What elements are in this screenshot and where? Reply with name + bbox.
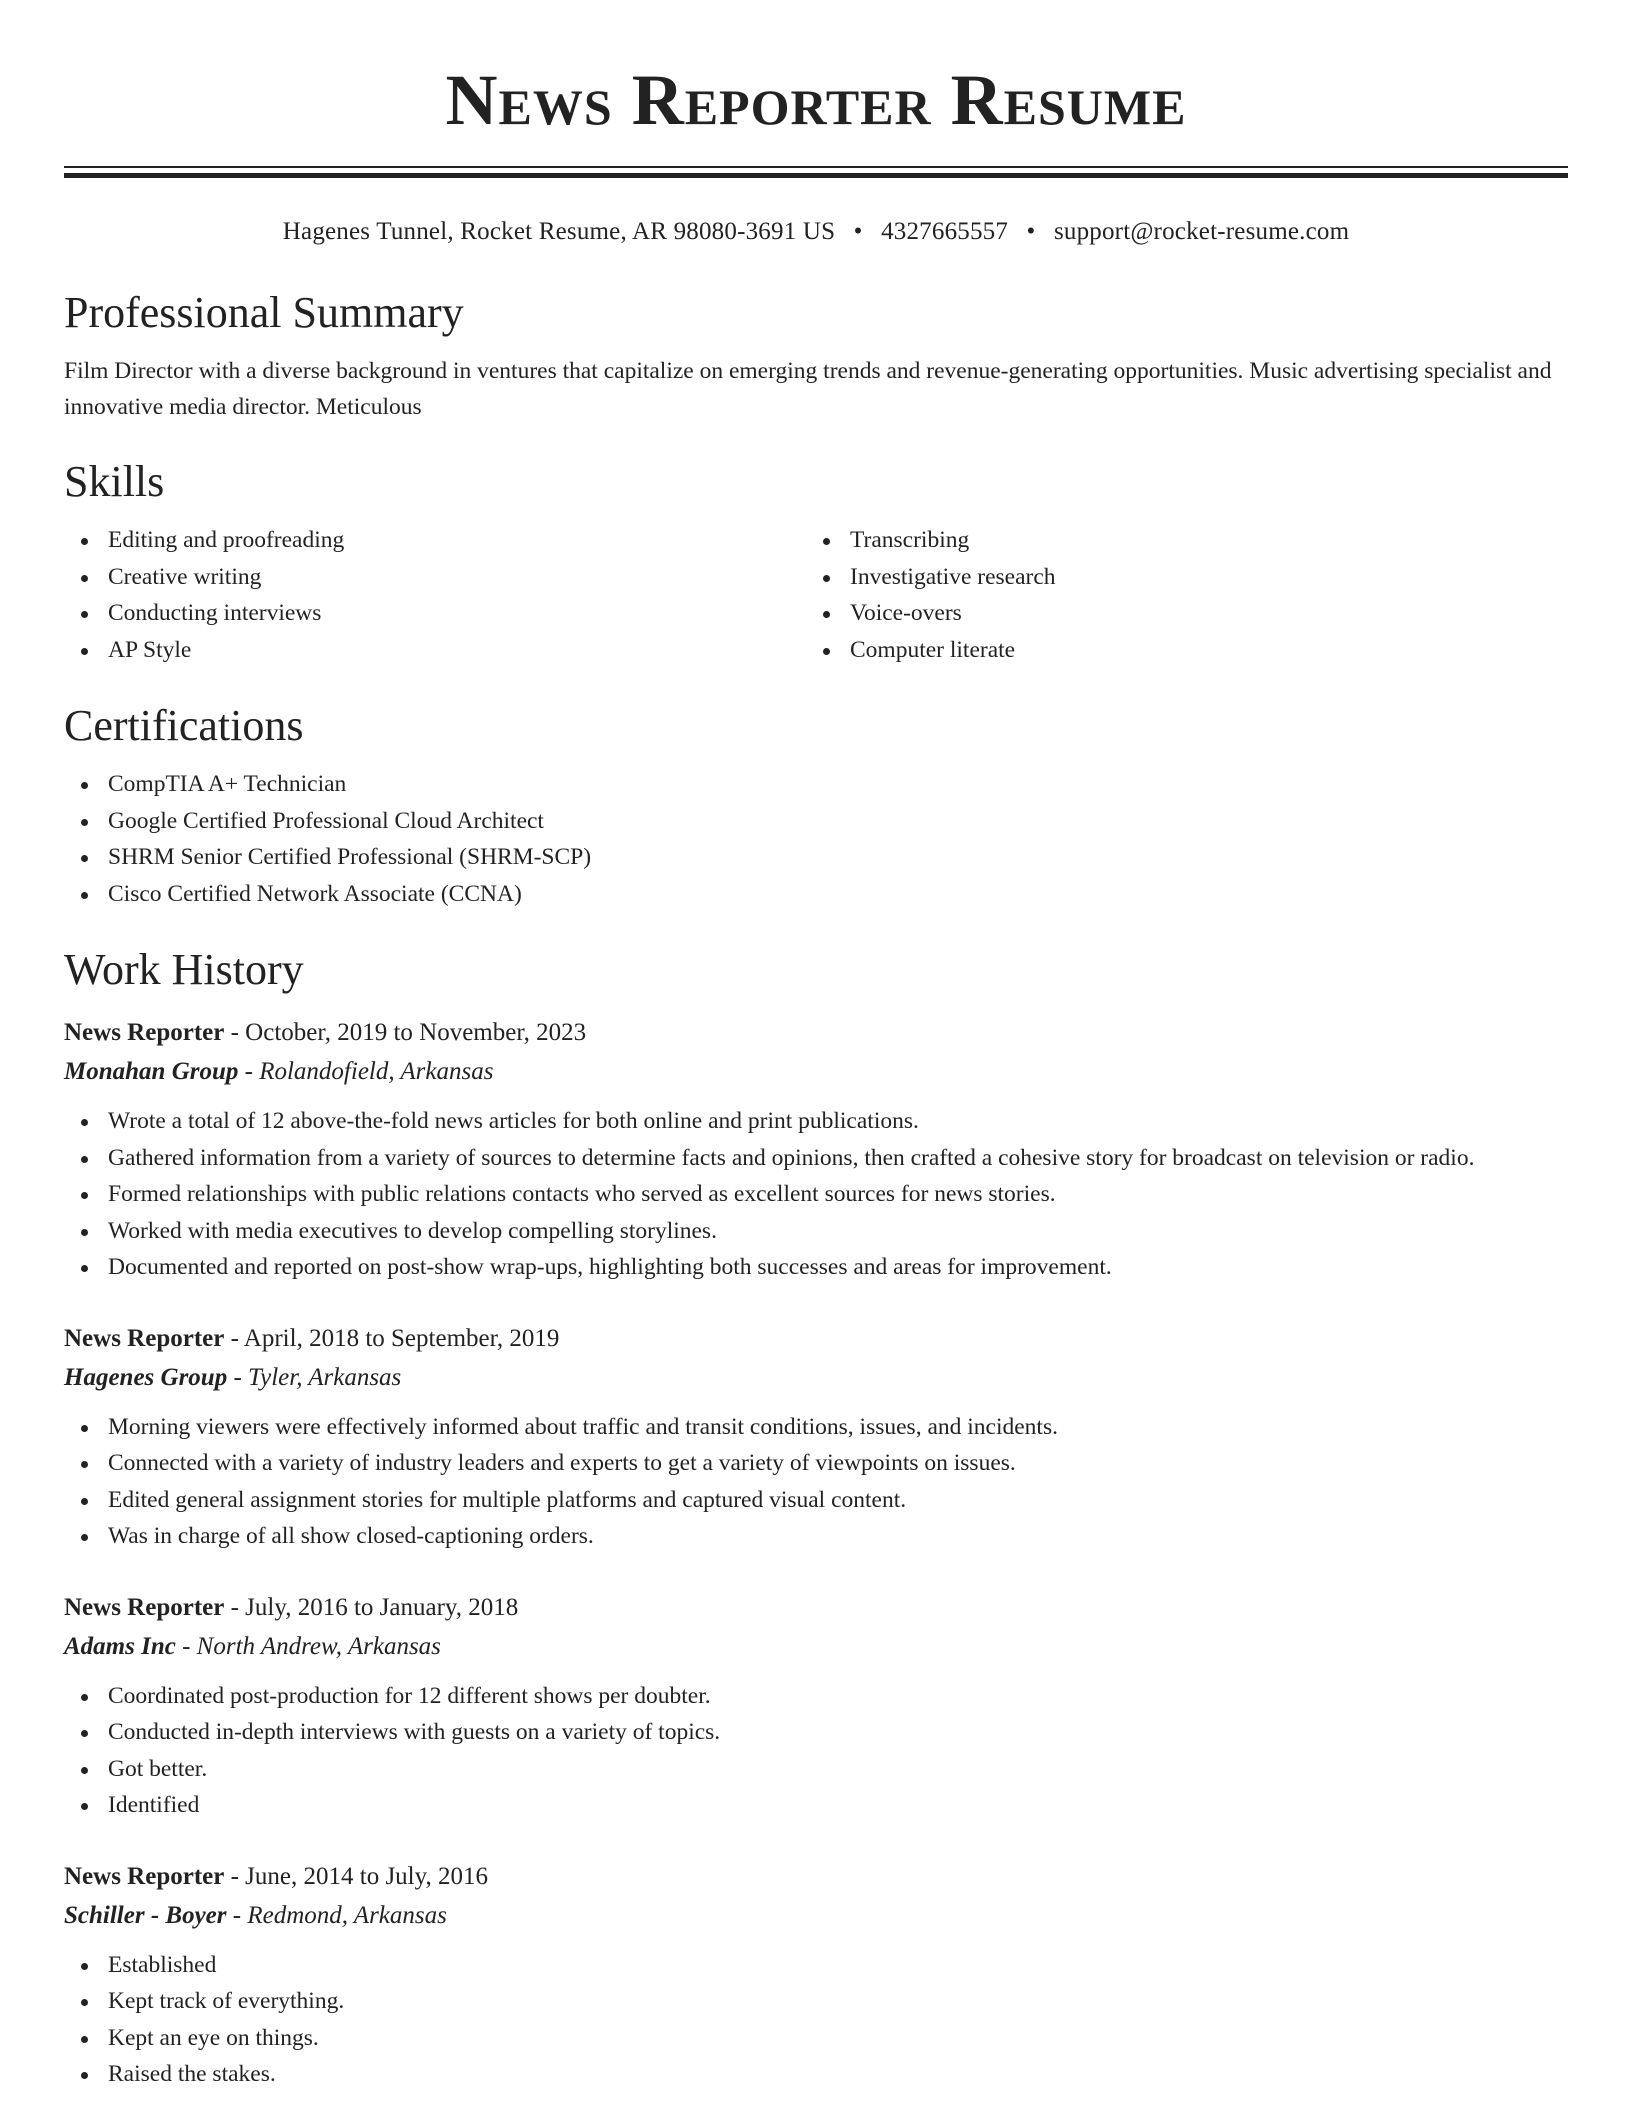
job-bullets [64, 1409, 1568, 1555]
job-company: Schiller - Boyer [64, 1901, 227, 1929]
skills-list-left [64, 522, 806, 668]
certification-item: CompTIA A+ Technician [64, 766, 1568, 803]
skill-item: Conducting interviews [64, 595, 806, 632]
certifications-section [64, 700, 1568, 912]
job-bullet: Kept track of everything. [64, 1983, 1568, 2020]
job-bullet: Edited general assignment stories for multiple platforms and captured visual content. [64, 1482, 1568, 1519]
job-location: - North Andrew, Arkansas [175, 1632, 441, 1660]
certifications-list [64, 766, 1568, 912]
job-title-line [64, 1588, 1568, 1627]
job-bullet: Raised the stakes. [64, 2056, 1568, 2093]
skill-item: AP Style [64, 632, 806, 669]
job-title-line [64, 1857, 1568, 1896]
job-bullet: Documented and reported on post-show wrap-ups, highlighting both successes and areas for improvement. [64, 1249, 1568, 1286]
job-location: - Tyler, Arkansas [227, 1363, 402, 1391]
job-bullet: Coordinated post-production for 12 different shows per doubter. [64, 1678, 1568, 1715]
title-divider-thin [64, 166, 1568, 168]
job-title: News Reporter [64, 1019, 225, 1046]
job-bullet: Kept an eye on things. [64, 2020, 1568, 2057]
job-bullet: Established [64, 1947, 1568, 1984]
certification-item: Cisco Certified Network Associate (CCNA) [64, 876, 1568, 913]
skill-item: Editing and proofreading [64, 522, 806, 559]
job-title-line [64, 1319, 1568, 1358]
job-company-line [64, 1358, 1568, 1397]
job-entry [64, 1857, 1568, 2093]
skills-columns [64, 522, 1568, 668]
section-heading-work-history: Work History [64, 945, 304, 994]
job-company-line [64, 1627, 1568, 1666]
job-bullet: Morning viewers were effectively informed about traffic and transit conditions, issues, and incidents. [64, 1409, 1568, 1446]
job-entry [64, 1588, 1568, 1824]
job-bullets [64, 1103, 1568, 1286]
job-location: - Redmond, Arkansas [226, 1901, 447, 1929]
contact-line [64, 216, 1568, 248]
job-bullets [64, 1947, 1568, 2093]
job-title: News Reporter [64, 1324, 225, 1352]
contact-email: support@rocket-resume.com [1053, 218, 1350, 245]
summary-text: Film Director with a diverse background in ventures that capitalize on emerging trends and revenue-generating opportunities. Music advertising specialist and innovative media director. Meticulous [64, 358, 1552, 420]
job-dates: - October, 2019 to November, 2023 [224, 1019, 587, 1046]
job-company-line [64, 1052, 1568, 1091]
job-location: - Rolandofield, Arkansas [238, 1058, 494, 1085]
job-bullet: Formed relationships with public relations contacts who served as excellent sources for news stories. [64, 1176, 1568, 1213]
certification-item: SHRM Senior Certified Professional (SHRM-SCP) [64, 839, 1568, 876]
job-company: Hagenes Group [64, 1363, 228, 1391]
job-bullet: Was in charge of all show closed-captioning orders. [64, 1518, 1568, 1555]
section-heading-skills: Skills [64, 457, 165, 506]
job-company: Monahan Group [64, 1058, 239, 1085]
job-bullet: Got better. [64, 1751, 1568, 1788]
job-bullet: Wrote a total of 12 above-the-fold news articles for both online and print publications. [64, 1103, 1568, 1140]
contact-address: Hagenes Tunnel, Rocket Resume, AR 98080-3691 US [282, 218, 836, 245]
skill-item: Transcribing [806, 522, 1548, 559]
job-title-line [64, 1013, 1568, 1052]
job-bullet: Gathered information from a variety of sources to determine facts and opinions, then crafted a cohesive story for broadcast on television or radio. [64, 1140, 1568, 1177]
section-heading-certifications: Certifications [64, 701, 304, 750]
skills-list-right [806, 522, 1548, 668]
job-dates: - April, 2018 to September, 2019 [224, 1324, 560, 1352]
certification-item: Google Certified Professional Cloud Architect [64, 803, 1568, 840]
section-heading-summary: Professional Summary [64, 288, 464, 337]
job-entry [64, 1013, 1568, 1286]
job-entry [64, 1319, 1568, 1555]
title-divider-thick [64, 173, 1568, 178]
skill-item: Computer literate [806, 632, 1548, 669]
skills-section [64, 456, 1568, 668]
job-company: Adams Inc [64, 1632, 176, 1660]
page-title: News Reporter Resume [445, 60, 1187, 140]
job-bullet: Identified [64, 1787, 1568, 1824]
job-title: News Reporter [64, 1862, 225, 1890]
job-dates: - June, 2014 to July, 2016 [224, 1862, 489, 1890]
job-bullet: Conducted in-depth interviews with guests on a variety of topics. [64, 1714, 1568, 1751]
job-bullets [64, 1678, 1568, 1824]
work-history-section [64, 944, 1568, 2093]
skill-item: Voice-overs [806, 595, 1548, 632]
professional-summary-section [64, 287, 1568, 425]
job-bullet: Connected with a variety of industry leaders and experts to get a variety of viewpoints on issues. [64, 1445, 1568, 1482]
job-title: News Reporter [64, 1593, 225, 1621]
skill-item: Creative writing [64, 559, 806, 596]
job-dates: - July, 2016 to January, 2018 [224, 1593, 519, 1621]
job-bullet: Worked with media executives to develop compelling storylines. [64, 1213, 1568, 1250]
contact-phone: 4327665557 [881, 218, 1009, 245]
contact-separator: • [853, 218, 863, 245]
job-company-line [64, 1896, 1568, 1935]
skill-item: Investigative research [806, 559, 1548, 596]
contact-separator: • [1026, 218, 1036, 245]
